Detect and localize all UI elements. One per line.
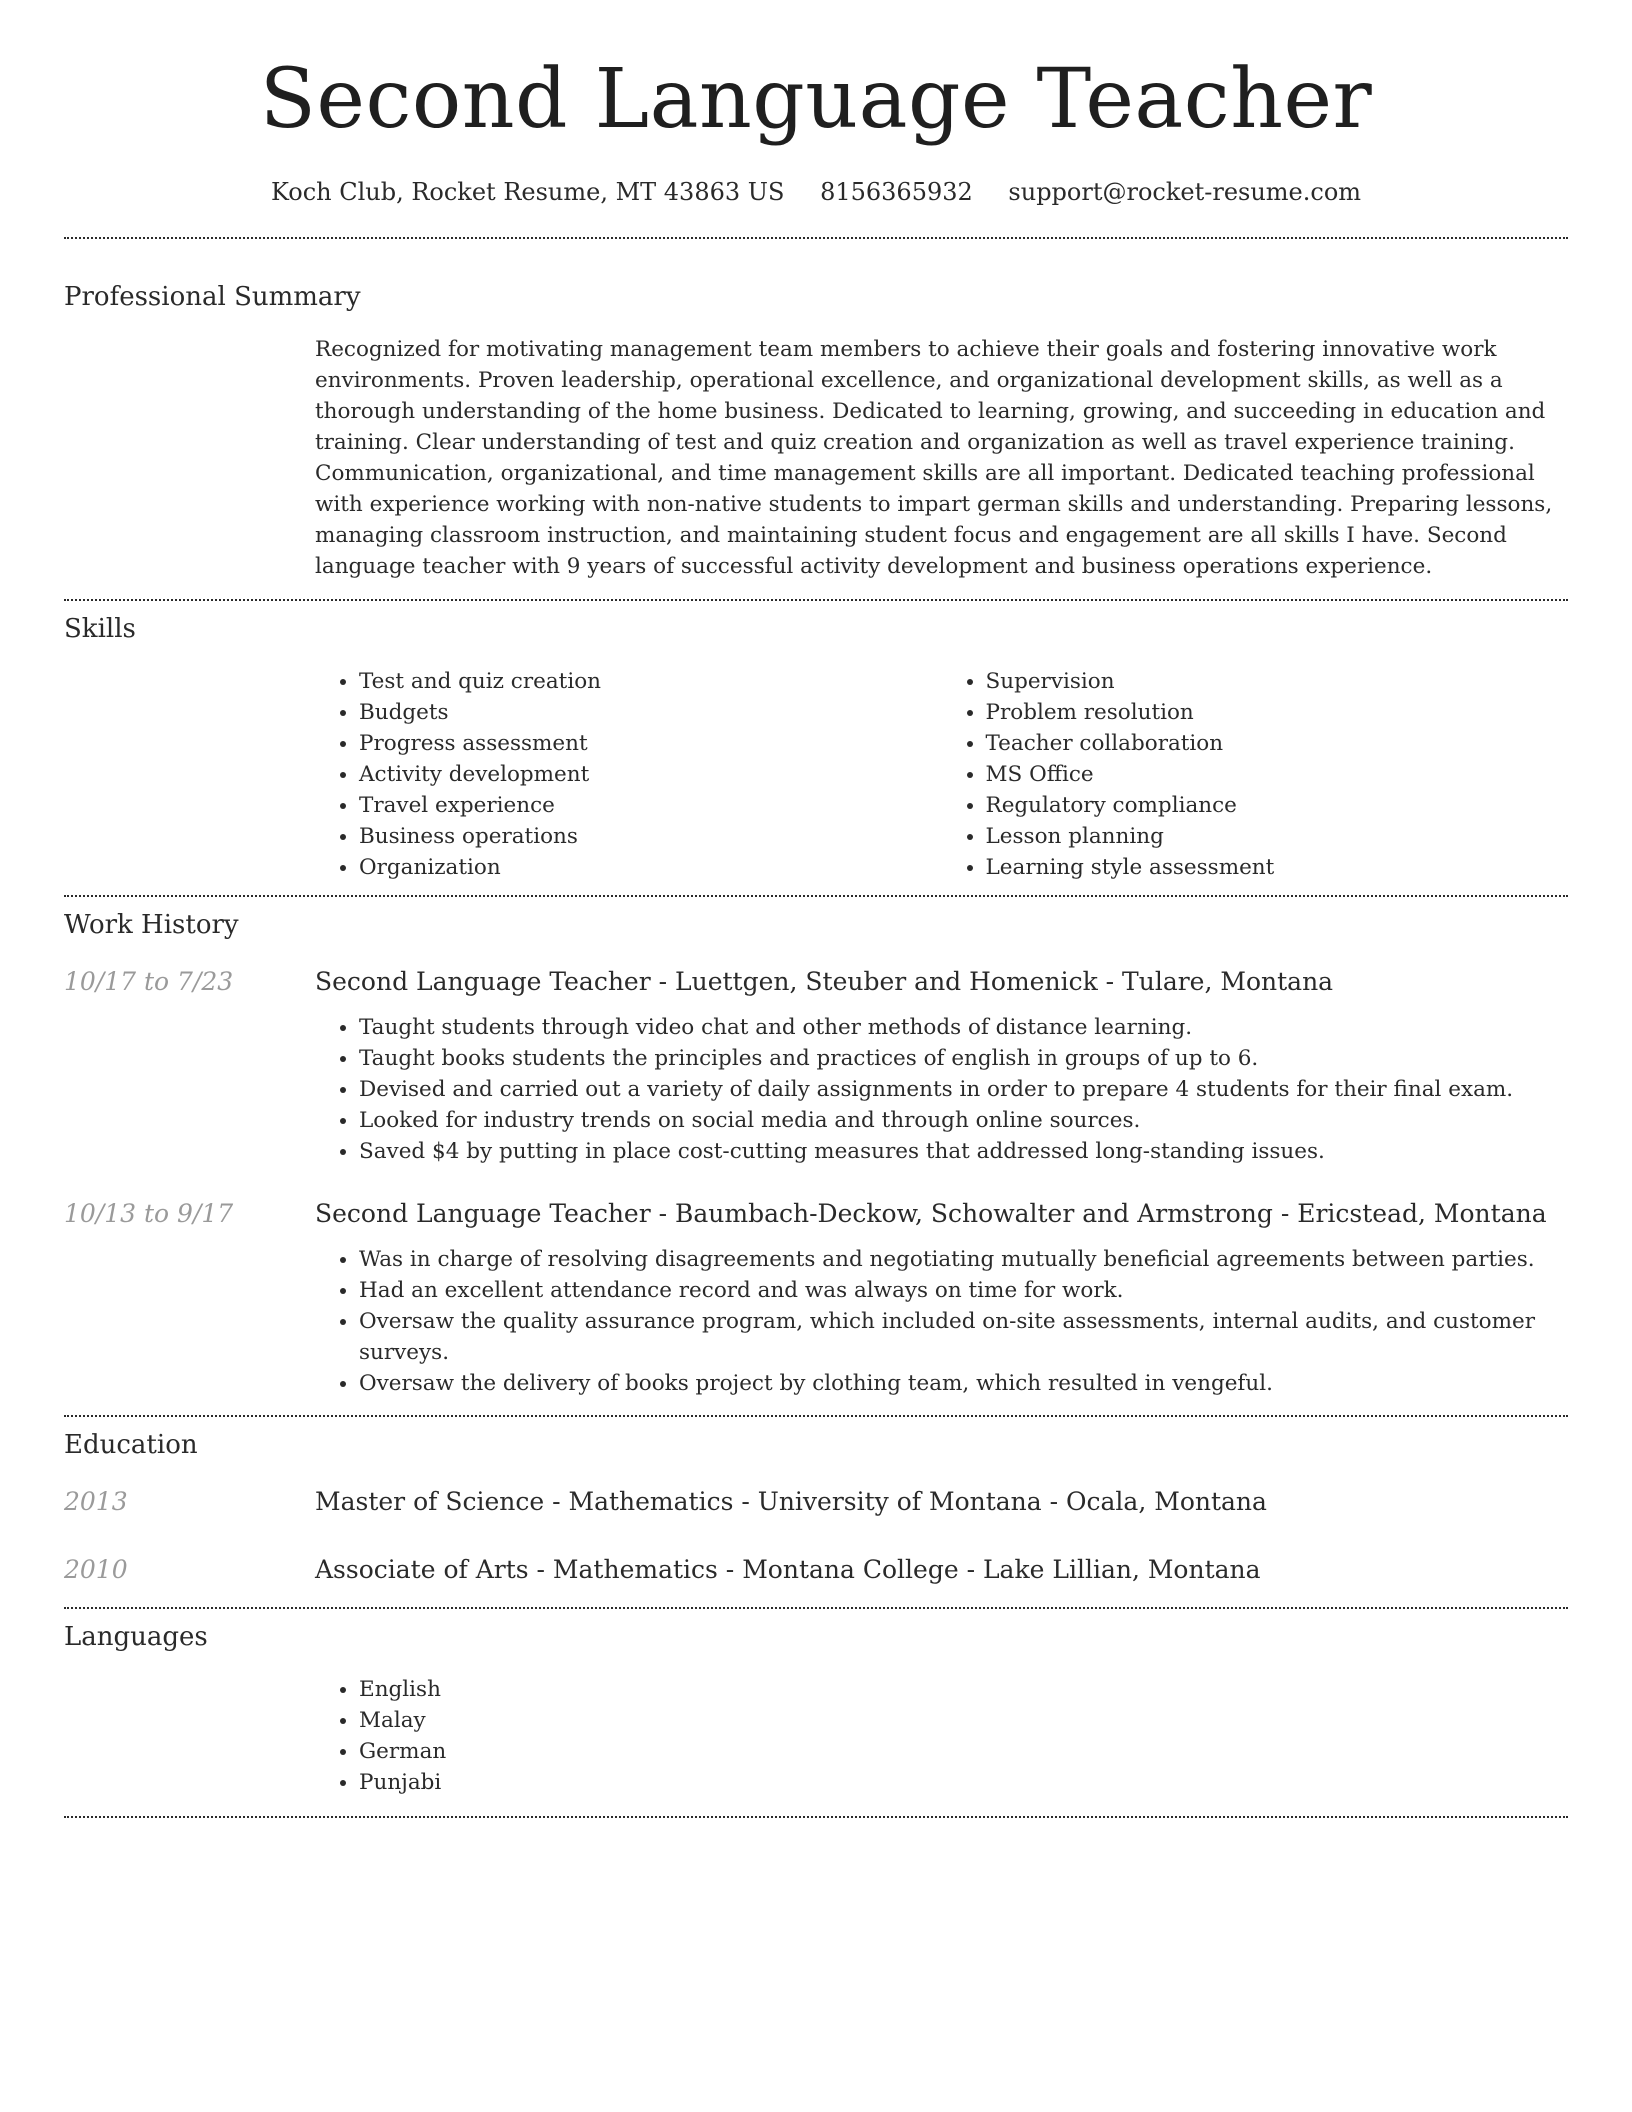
- education-degree: Master of Science - Mathematics - University of Montana - Ocala, Montana: [315, 1487, 1267, 1516]
- job-bullet: • Had an excellent attendance record and was always on time for work.: [359, 1275, 1568, 1306]
- skill-item: • Budgets: [359, 697, 942, 728]
- language-item: • English: [359, 1674, 1568, 1705]
- job-bullet: • Devised and carried out a variety of daily assignments in order to prepare 4 students for their final exam.: [359, 1074, 1568, 1105]
- skill-item: • Business operations: [359, 821, 942, 852]
- section-divider: [64, 1415, 1568, 1417]
- resume-page: [64, 0, 1568, 1818]
- skill-item: • Progress assessment: [359, 728, 942, 759]
- education-degree: Associate of Arts - Mathematics - Montana College - Lake Lillian, Montana: [315, 1555, 1261, 1584]
- job-bullets: [315, 1012, 1568, 1167]
- skills-list-left: [315, 666, 942, 883]
- education-entry: [64, 1485, 1568, 1519]
- job-bullet: • Saved $4 by putting in place cost-cutting measures that addressed long-standing issues.: [359, 1136, 1568, 1167]
- education-year: 2010: [64, 1555, 128, 1584]
- skills-list-right: [942, 666, 1569, 883]
- skills-columns: [315, 666, 1568, 883]
- job-bullet: • Taught students through video chat and other methods of distance learning.: [359, 1012, 1568, 1043]
- languages-list: [315, 1674, 1568, 1798]
- contact-phone: 8156365932: [820, 178, 973, 206]
- skill-item: • Supervision: [986, 666, 1569, 697]
- language-item: • Malay: [359, 1705, 1568, 1736]
- job-entry: [64, 965, 1568, 999]
- job-title: Second Language Teacher - Baumbach-Deckow, Schowalter and Armstrong - Ericstead, Montana: [315, 1199, 1547, 1228]
- skill-item: • Problem resolution: [986, 697, 1569, 728]
- job-bullet: • Looked for industry trends on social media and through online sources.: [359, 1105, 1568, 1136]
- education-entry: [64, 1553, 1568, 1587]
- work-heading: Work History: [64, 910, 239, 940]
- skill-item: • MS Office: [986, 759, 1569, 790]
- language-item: • German: [359, 1736, 1568, 1767]
- section-divider: [64, 1607, 1568, 1609]
- languages-heading: Languages: [64, 1622, 208, 1652]
- section-divider: [64, 895, 1568, 897]
- contact-address: Koch Club, Rocket Resume, MT 43863 US: [270, 178, 785, 206]
- section-divider: [64, 237, 1568, 239]
- skill-item: • Teacher collaboration: [986, 728, 1569, 759]
- skill-item: • Learning style assessment: [986, 852, 1569, 883]
- job-bullet: • Oversaw the quality assurance program, which included on-site assessments, internal audits, and customer surveys.: [359, 1306, 1568, 1368]
- summary-text: Recognized for motivating management team members to achieve their goals and fostering innovative work environments. Proven leadership, operational excellence, and organizational development skills, as well as a thorough understanding of the home business. Dedicated to learning, growing, and succeeding in education and training. Clear understanding of test and quiz creation and organization as well as travel experience training. Communication, organizational, and time management skills are all important. Dedicated teaching professional with experience working with non-native students to impart german skills and understanding. Preparing lessons, managing classroom instruction, and maintaining student focus and engagement are all skills I have. Second language teacher with 9 years of successful activity development and business operations experience.: [315, 337, 1553, 579]
- job-dates: 10/13 to 9/17: [64, 1199, 234, 1228]
- skill-item: • Travel experience: [359, 790, 942, 821]
- job-title: Second Language Teacher - Luettgen, Steuber and Homenick - Tulare, Montana: [315, 967, 1334, 996]
- education-heading: Education: [64, 1430, 198, 1460]
- summary-heading: Professional Summary: [64, 282, 361, 312]
- job-bullets: [315, 1244, 1568, 1399]
- contact-line: [64, 176, 1568, 208]
- skill-item: • Organization: [359, 852, 942, 883]
- job-entry: [64, 1197, 1568, 1231]
- resume-header: [64, 0, 1568, 208]
- skill-item: • Lesson planning: [986, 821, 1569, 852]
- candidate-name: Second Language Teacher: [259, 52, 1373, 147]
- job-bullet: • Oversaw the delivery of books project by clothing team, which resulted in vengeful.: [359, 1368, 1568, 1399]
- section-divider: [64, 1816, 1568, 1818]
- job-bullet: • Was in charge of resolving disagreements and negotiating mutually beneficial agreements between parties.: [359, 1244, 1568, 1275]
- skill-item: • Activity development: [359, 759, 942, 790]
- language-item: • Punjabi: [359, 1767, 1568, 1798]
- education-year: 2013: [64, 1487, 128, 1516]
- skill-item: • Regulatory compliance: [986, 790, 1569, 821]
- skills-heading: Skills: [64, 614, 136, 644]
- skill-item: • Test and quiz creation: [359, 666, 942, 697]
- contact-email: support@rocket-resume.com: [1008, 178, 1362, 206]
- job-dates: 10/17 to 7/23: [64, 967, 234, 996]
- job-bullet: • Taught books students the principles and practices of english in groups of up to 6.: [359, 1043, 1568, 1074]
- section-divider: [64, 599, 1568, 601]
